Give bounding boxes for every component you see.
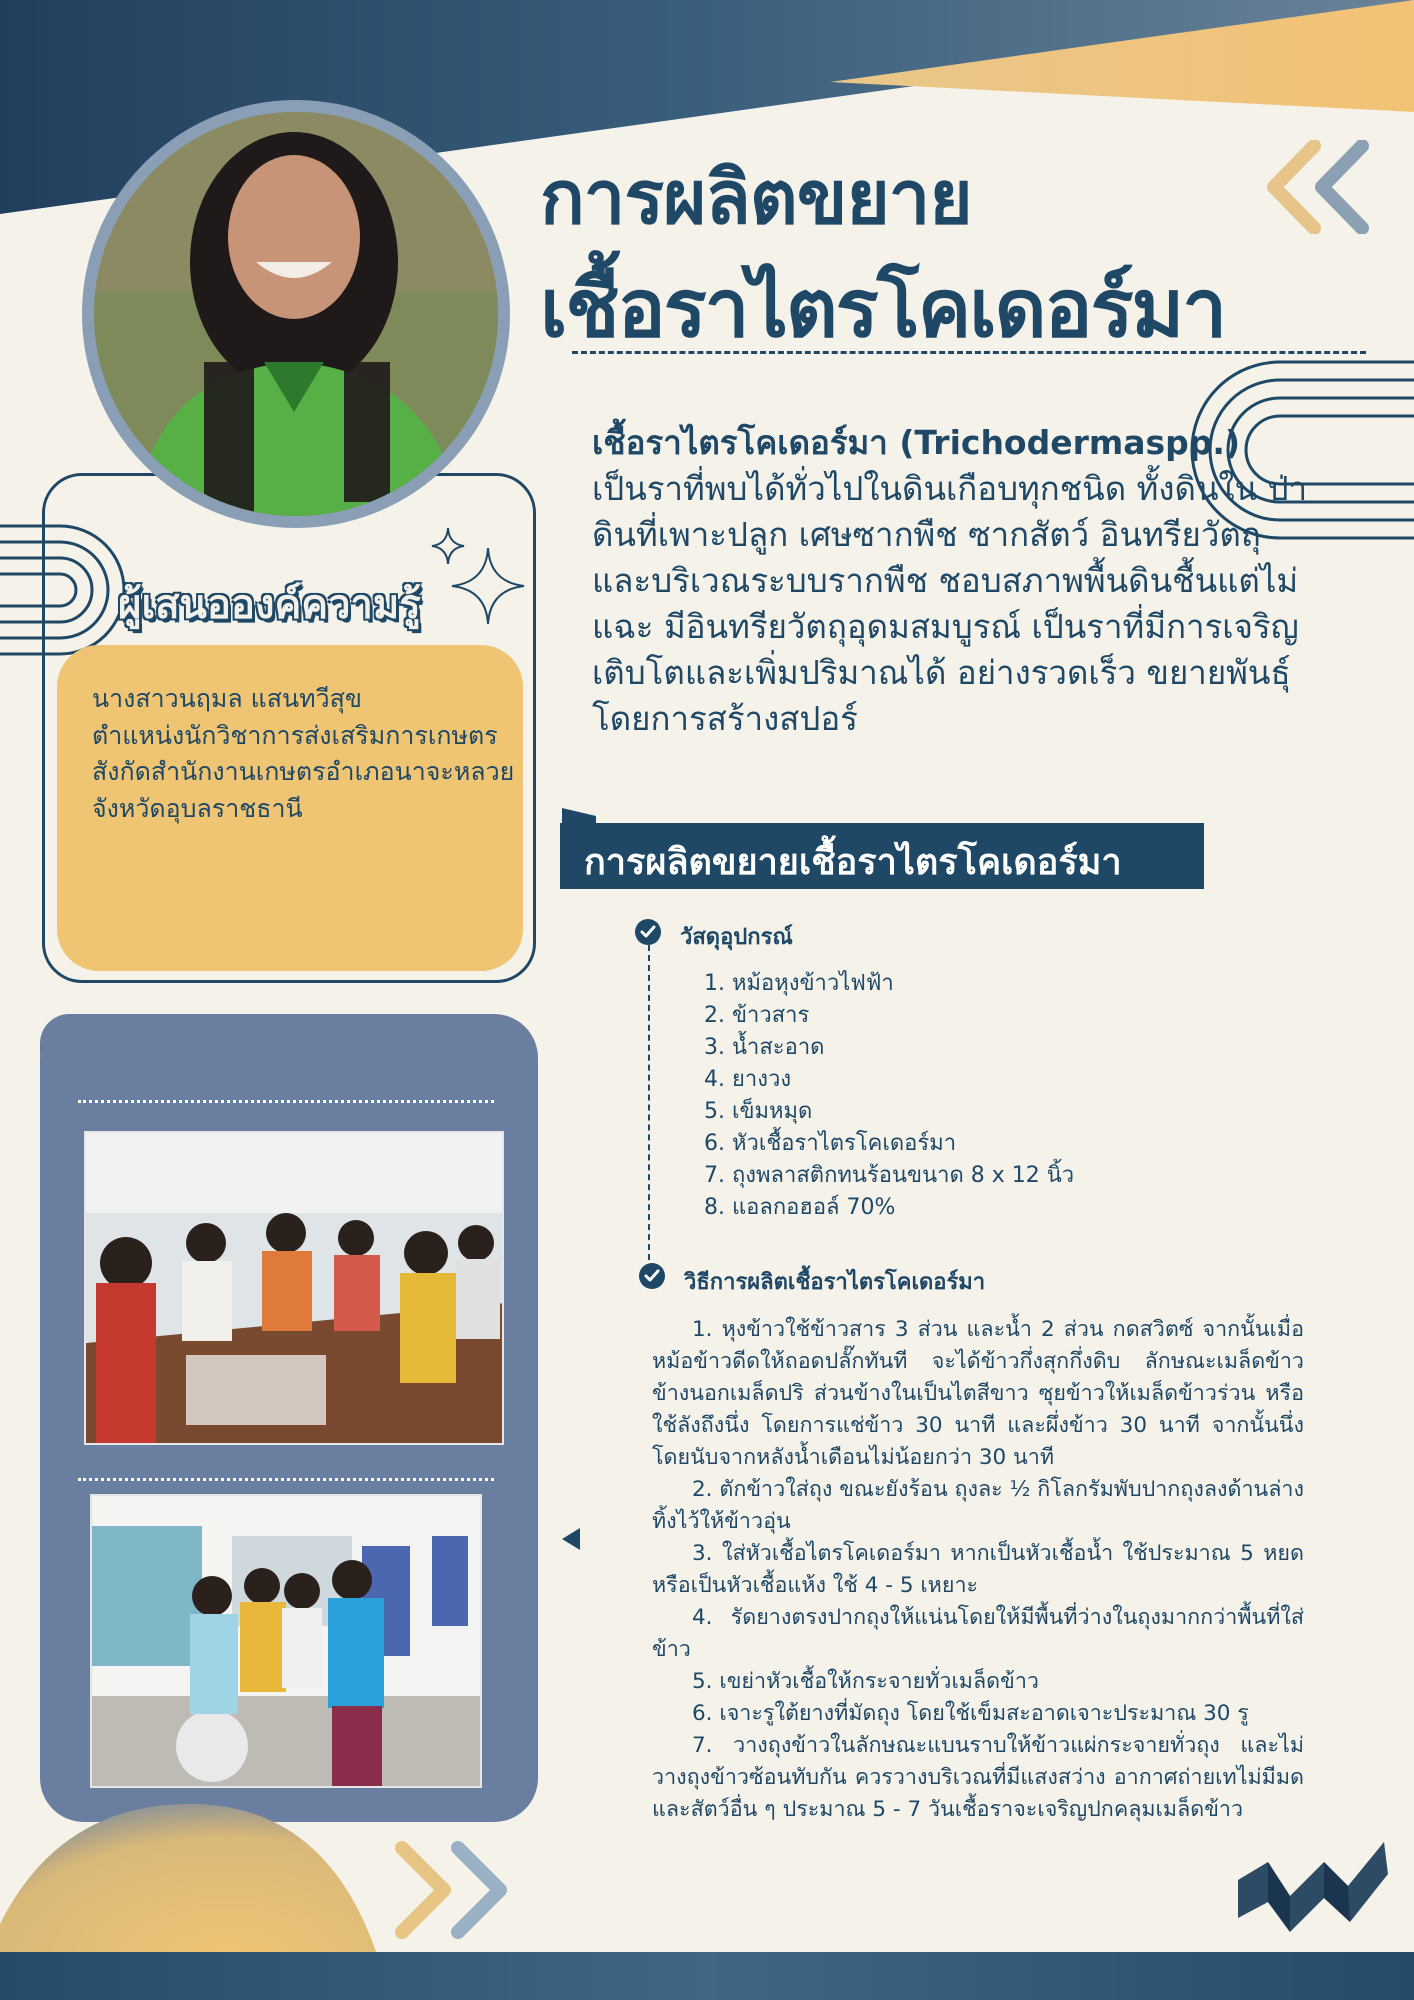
method-step: 1. หุงข้าวใช้ข้าวสาร 3 ส่วน และน้ำ 2 ส่วน กดสวิตซ์ จากนั้นเมื่อหม้อข้าวดีดให้ถอดปลั๊กทันที จะได้ข้าวกึ่งสุกกึ่งดิบ ลักษณะเมล็ดข้าวข้างนอกเมล็ดปริ ส่วนข้างในเป็นไตสีขาว ซุยข้าวให้เมล็ดข้าวร่วน หรือใช้ลังถึงนึ่ง โดยการแช่ข้าว 30 นาที และผึ่งข้าว 30 นาที จากนั้นนึ่งโดยนับจากหลังน้ำเดือนไม่น้อยกว่า 30 นาที — [652, 1317, 1304, 1470]
timeline-line — [648, 945, 650, 1270]
method-step: 6. เจาะรูใต้ยางที่มัดถุง โดยใช้เข็มสะอาดเจาะประมาณ 30 รู — [692, 1701, 1249, 1726]
chevrons-right-icon — [392, 1840, 516, 1940]
title-divider — [572, 351, 1366, 354]
method-step: 2. ตักข้าวใส่ถุง ขณะยังร้อน ถุงละ ½ กิโลกรัมพับปากถุงลงด้านล่าง ทิ้งไว้ให้ข้าวอุ่น — [652, 1477, 1304, 1534]
author-position: ตำแหน่งนักวิชาการส่งเสริมการเกษตร — [92, 721, 498, 750]
material-item: 1. หม้อหุงข้าวไฟฟ้า — [704, 971, 894, 996]
materials-heading: วัสดุอุปกรณ์ — [680, 925, 793, 950]
method-step: 7. วางถุงข้าวในลักษณะแบนราบให้ข้าวแผ่กระจายทั่วถุง และไม่วางถุงข้าวซ้อนทับกัน ควรวางบริเวณที่มีแสงสว่าง อากาศถ่ายเทไม่มีมดและสัตว์อื่น ๆ ประมาณ 5 - 7 วันเชื้อราจะเจริญปกคลุมเมล็ดข้าว — [652, 1733, 1304, 1822]
method-step: 3. ใส่หัวเชื้อไตรโคเดอร์มา หากเป็นหัวเชื้อน้ำ ใช้ประมาณ 5 หยด หรือเป็นหัวเชื้อแห้ง ใช้ 4 - 5 เหยาะ — [652, 1541, 1304, 1598]
material-item: 7. ถุงพลาสติกทนร้อนขนาด 8 x 12 นิ้ว — [704, 1163, 1075, 1188]
method-step: 5. เขย่าหัวเชื้อให้กระจายทั่วเมล็ดข้าว — [692, 1669, 1039, 1694]
author-office: สังกัดสำนักงานเกษตรอำเภอนาจะหลวย — [92, 757, 515, 786]
author-name: นางสาวนฤมล แสนทวีสุข — [92, 684, 362, 713]
material-item: 2. ข้าวสาร — [704, 1003, 810, 1028]
intro-lead: เชื้อราไตรโคเดอร์มา (Trichodermaspp.) — [592, 423, 1241, 462]
intro-body: เป็นราที่พบได้ทั่วไปในดินเกือบทุกชนิด ทั้งดินใน ป่า ดินที่เพาะปลูก เศษซากพืช ซากสัตว์ อินทรียวัตถุ และบริเวณระบบรากพืช ชอบสภาพพื้นดินชื้นแต่ไม่แฉะ มีอินทรียวัตถุอุดมสมบูรณ์ เป็นราที่มีการเจริญเติบโตและเพิ่มปริมาณได้ อย่างรวดเร็ว ขยายพันธุ์โดยการสร้างสปอร์ — [592, 469, 1308, 738]
dotted-divider — [78, 1100, 494, 1103]
footer-bar — [0, 1952, 1414, 2000]
method-steps — [652, 1314, 1304, 1826]
material-item: 8. แอลกอฮอล์ 70% — [704, 1195, 896, 1220]
material-item: 3. น้ำสะอาด — [704, 1035, 825, 1060]
training-photo-1 — [84, 1131, 504, 1445]
zigzag-decoration — [1238, 1822, 1388, 1940]
check-circle-icon — [638, 1262, 666, 1290]
photo-panel-tab — [40, 1014, 320, 1054]
training-photo-2 — [90, 1494, 482, 1788]
author-heading: ผู้เสนอองค์ความรู้ — [118, 582, 421, 628]
method-step: 4. รัดยางตรงปากถุงให้แน่นโดยให้มีพื้นที่ว่างในถุงมากกว่าพื้นที่ใส่ข้าว — [652, 1605, 1304, 1662]
check-circle-icon — [634, 918, 662, 946]
author-province: จังหวัดอุบลราชธานี — [92, 794, 303, 823]
page-title-line1: การผลิตขยาย — [540, 155, 972, 241]
section-title: การผลิตขยายเชื้อราไตรโคเดอร์มา — [584, 842, 1122, 883]
material-item: 4. ยางวง — [704, 1067, 792, 1092]
page-title-line2: เชื้อราไตรโคเดอร์มา — [540, 262, 1226, 355]
triangle-pointer-icon — [562, 1528, 582, 1550]
dotted-divider-2 — [78, 1478, 494, 1481]
method-heading: วิธีการผลิตเชื้อราไตรโคเดอร์มา — [684, 1270, 986, 1295]
portrait-image — [94, 112, 498, 516]
chevrons-left-icon — [1264, 140, 1372, 234]
sparkle-icon — [424, 524, 528, 628]
material-item: 6. หัวเชื้อราไตรโคเดอร์มา — [704, 1131, 957, 1156]
material-item: 5. เข็มหมุด — [704, 1099, 813, 1124]
intro-paragraph — [592, 420, 1312, 742]
author-photo — [82, 100, 510, 528]
